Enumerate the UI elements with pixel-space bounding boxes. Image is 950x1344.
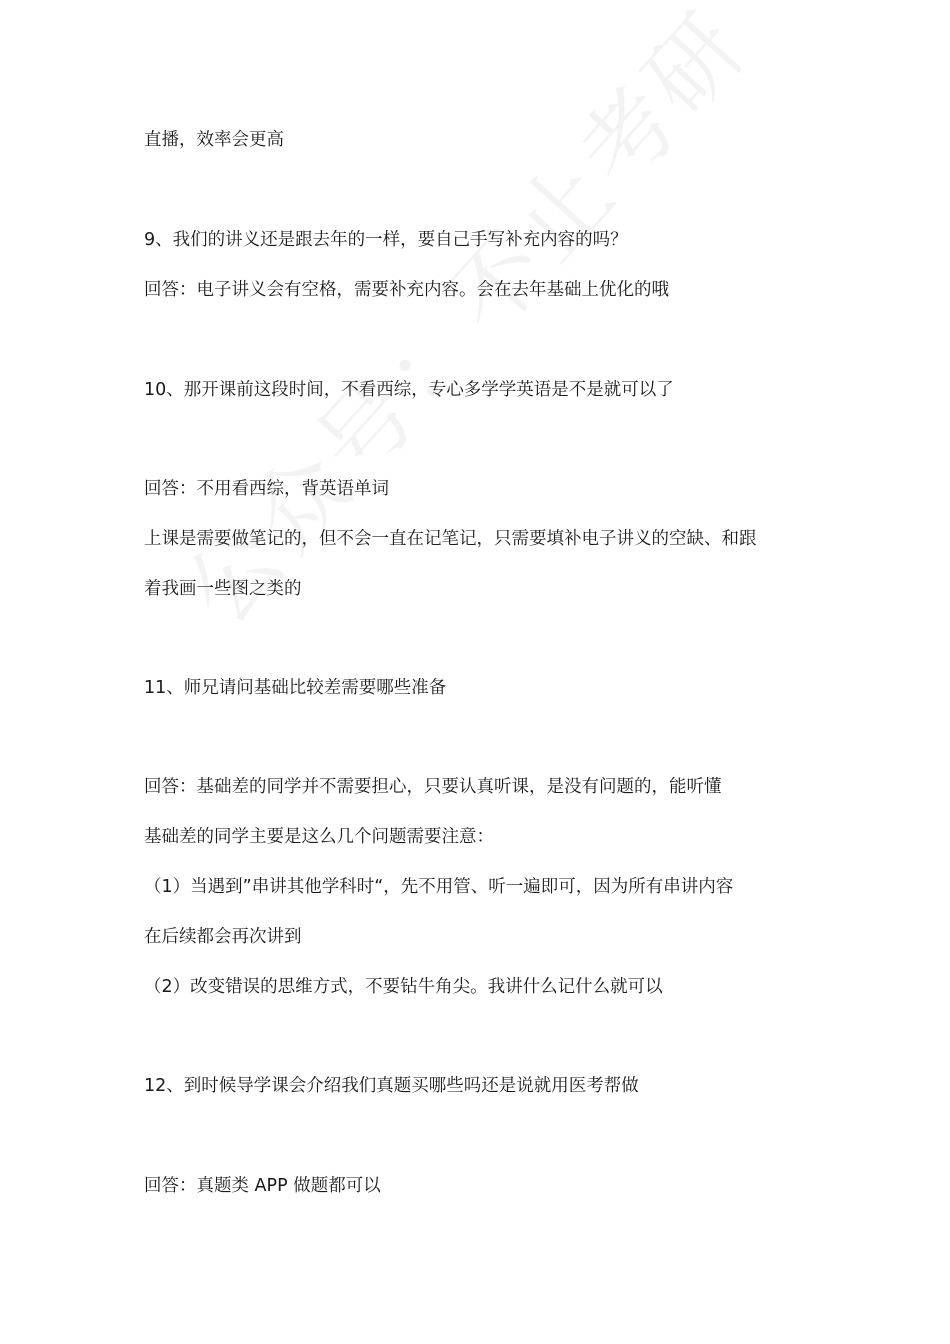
text-line: （1）当遇到”串讲其他学科时“，先不用管、听一遍即可，因为所有串讲内容 <box>144 877 734 897</box>
answer-11: 回答：基础差的同学并不需要担心，只要认真听课，是没有问题的，能听懂 <box>144 777 722 797</box>
text-line: 上课是需要做笔记的，但不会一直在记笔记，只需要填补电子讲义的空缺、和跟 <box>144 529 757 549</box>
question-12: 12、到时候导学课会介绍我们真题买哪些吗还是说就用医考帮做 <box>144 1076 639 1096</box>
text-line: 着我画一些图之类的 <box>144 579 302 599</box>
answer-10: 回答：不用看西综，背英语单词 <box>144 479 389 499</box>
answer-12: 回答：真题类 APP 做题都可以 <box>144 1176 381 1196</box>
question-11: 11、师兄请问基础比较差需要哪些准备 <box>144 678 447 698</box>
text-line: 直播，效率会更高 <box>144 130 284 150</box>
text-line: 在后续都会再次讲到 <box>144 927 302 947</box>
text-line: （2）改变错误的思维方式，不要钻牛角尖。我讲什么记什么就可以 <box>144 977 663 997</box>
question-10: 10、那开课前这段时间，不看西综，专心多学学英语是不是就可以了 <box>144 380 674 400</box>
question-9: 9、我们的讲义还是跟去年的一样，要自己手写补充内容的吗？ <box>144 230 628 250</box>
watermark-text <box>150 0 773 648</box>
answer-9: 回答：电子讲义会有空格，需要补充内容。会在去年基础上优化的哦 <box>144 280 669 300</box>
text-line: 基础差的同学主要是这么几个问题需要注意： <box>144 827 494 847</box>
